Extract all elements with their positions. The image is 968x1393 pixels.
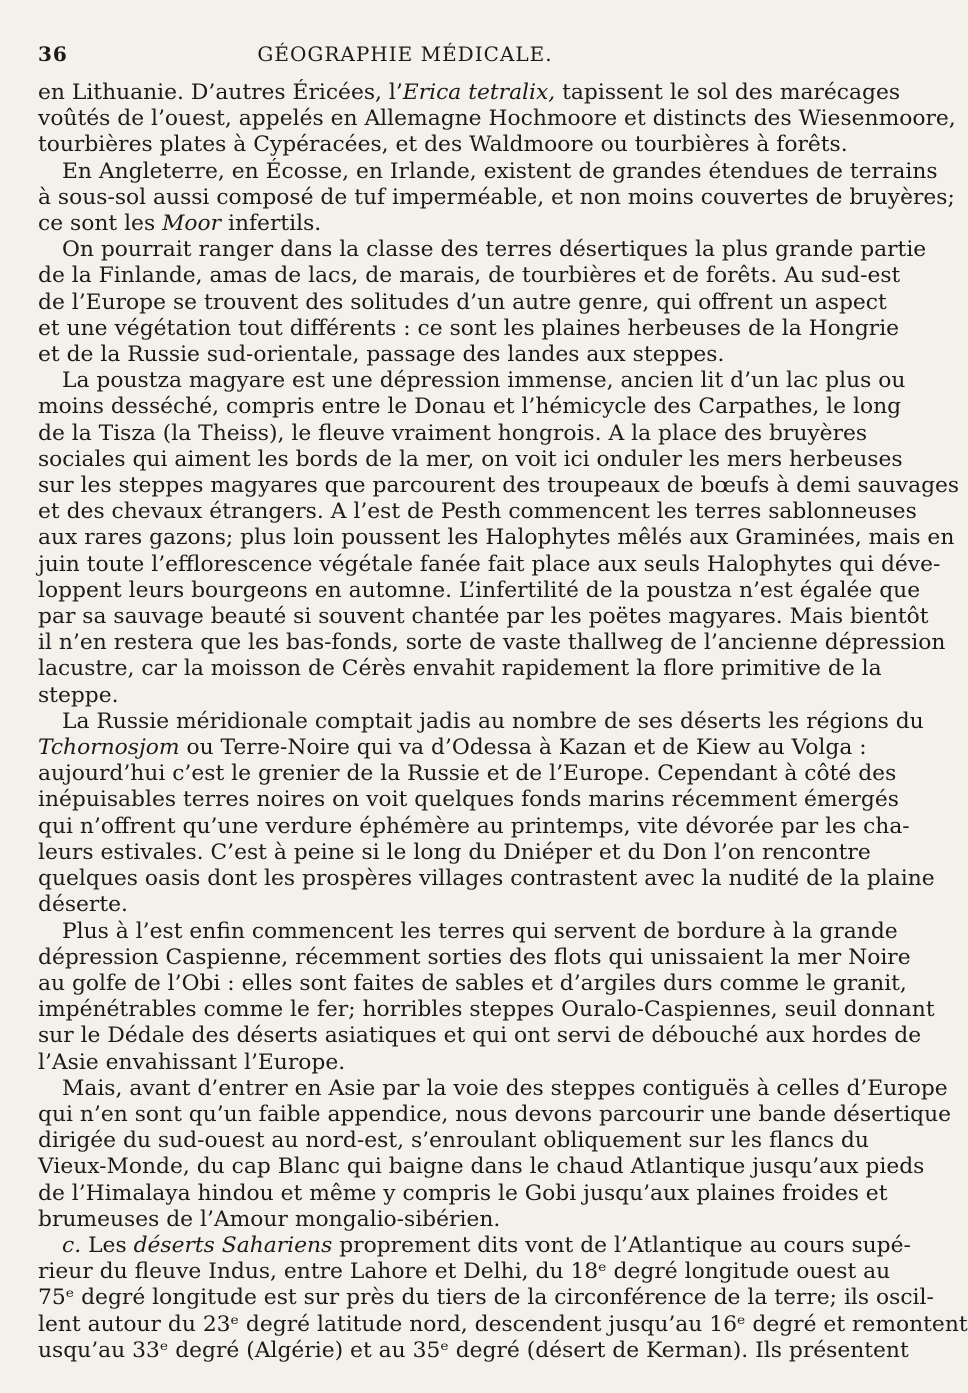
text-line [38,944,911,971]
text-segment: sociales qui aiment les bords de la mer, on voit ici onduler les mers herbeuses [38,446,903,472]
text-line [38,394,902,420]
text-segment: de l’Europe se trouvent des solitudes d’un autre genre, qui offrent un aspect [38,289,887,315]
text-segment: usqu’au 33ᵉ degré (Algérie) et au 35ᵉ degré (désert de Kerman). Ils présentent [38,1337,909,1363]
text-line [38,1023,922,1049]
text-line [38,656,882,682]
text-line [38,892,772,918]
text-line [38,1311,968,1338]
paragraph [38,1075,952,1233]
text-segment: Les [81,1232,134,1258]
text-segment: proprement dits vont de l’Atlantique au cours supé- [332,1232,911,1258]
text-line [38,918,898,945]
text-line [38,132,848,158]
text-line [38,368,906,394]
text-line [38,1337,909,1364]
text-segment: qui n’offrent qu’une verdure éphémère au printemps, vite dévorée par les cha- [38,813,910,839]
italic-text: c. [62,1232,82,1258]
text-line [38,1128,869,1154]
text-segment: et de la Russie sud-orientale, passage des landes aux steppes. [38,342,725,368]
text-line [38,1232,911,1259]
text-segment: qui n’en sont qu’un faible appendice, nous devons parcourir une bande désertique [38,1101,952,1127]
text-segment: au golfe de l’Obi : elles sont faites de sables et d’argiles durs comme le granit, [38,970,907,996]
text-line [38,473,960,499]
italic-text: Moor [162,211,222,237]
paragraph [38,708,935,919]
text-segment: dirigée du sud-ouest au nord-est, s’enroulant obliquement sur les flancs du [38,1128,869,1154]
text-segment: impénétrables comme le fer; horribles steppes Ouralo-Caspiennes, seuil donnant [38,997,935,1023]
text-segment: aux rares gazons; plus loin poussent les Halophytes mêlés aux Graminées, mais en [38,525,955,551]
text-line [38,446,903,473]
text-line [38,80,901,106]
italic-text: Erica tetralix, [402,80,556,105]
italic-text: déserts Sahariens [133,1232,333,1258]
text-line [38,106,956,132]
text-segment: Vieux-Monde, du cap Blanc qui baigne dans le chaud Atlantique jusqu’aux pieds [38,1154,925,1180]
text-segment: dépression Caspienne, récemment sorties des flots qui unissaient la mer Noire [38,944,911,970]
text-segment: tourbières plates à Cypéracées, et des Waldmoore ou tourbières à forêts. [38,132,848,158]
text-segment: La poustza magyare est une dépression immense, ancien lit d’un lac plus ou [62,368,906,394]
paragraph [38,1232,968,1364]
text-segment: et une végétation tout différents : ce sont les plaines herbeuses de la Hongrie [38,315,900,341]
text-segment: Plus à l’est enfin commencent les terres qui servent de bordure à la grande [62,918,898,944]
text-segment: leurs estivales. C’est à peine si le long du Dniéper et du Don l’on rencontre [38,839,871,865]
text-segment: déserte. [38,892,128,918]
text-segment: moins desséché, compris entre le Donau et l’hémicycle des Carpathes, le long [38,394,902,420]
text-line [38,420,868,447]
text-line [38,787,899,813]
text-segment: On pourrait ranger dans la classe des terres désertiques la plus grande partie [62,237,927,263]
text-segment: sur les steppes magyares que parcourent des troupeaux de bœufs à demi sauvages [38,473,960,499]
text-line [38,1285,934,1311]
text-segment: infertils. [221,211,322,237]
text-segment: inépuisables terres noires on voit quelques fonds marins récemment émergés [38,787,899,813]
text-segment: En Angleterre, en Écosse, en Irlande, existent de grandes étendues de terrains [62,158,938,184]
text-segment: La Russie méridionale comptait jadis au nombre de ses déserts les régions du [62,708,924,734]
text-segment: aujourd’hui c’est le grenier de la Russie et de l’Europe. Cependant à côté des [38,761,897,787]
paragraph [38,368,960,709]
text-line [38,289,887,316]
text-segment: brumeuses de l’Amour mongalio-sibérien. [38,1206,501,1232]
text-segment: de l’Himalaya hindou et même y compris le Gobi jusqu’aux plaines froides et [38,1180,888,1206]
text-line [38,683,772,709]
text-line [38,604,929,630]
text-segment: sur le Dédale des déserts asiatiques et qui ont servi de débouché aux hordes de [38,1023,922,1049]
text-segment: lacustre, car la moisson de Cérès envahit rapidement la flore primitive de la [38,656,882,682]
text-line [38,708,924,735]
text-segment: 75ᵉ degré longitude est sur près du tiers de la circonférence de la terre; ils oscil- [38,1285,934,1311]
text-segment: l’Asie envahissant l’Europe. [38,1049,346,1075]
text-line [38,1259,891,1285]
page-number: 36 [38,42,68,66]
text-segment: tapissent le sol des marécages [555,80,901,105]
text-segment: il n’en restera que les bas-fonds, sorte de vaste thallweg de l’ancienne dépression [38,630,946,656]
text-segment: rieur du fleuve Indus, entre Lahore et Delhi, du 18ᵉ degré longitude ouest au [38,1259,891,1285]
text-line [38,970,907,997]
text-line [38,1050,772,1076]
page-header [38,40,772,76]
text-line [38,342,772,368]
text-segment: loppent leurs bourgeons en automne. L’infertilité de la poustza n’est égalée que [38,577,921,603]
italic-text: Tchornosjom [38,735,180,761]
text-line [38,551,941,578]
text-segment: et des chevaux étrangers. A l’est de Pesth commencent les terres sablonneuses [38,499,917,525]
body-text [38,80,968,1364]
text-segment: ce sont les [38,211,163,237]
text-line [38,237,927,263]
text-line [38,211,772,237]
paragraph [38,80,956,159]
text-line [38,997,935,1023]
text-segment: voûtés de l’ouest, appelés en Allemagne Hochmoore et distincts des Wiesenmoore, [38,106,956,132]
text-segment: steppe. [38,682,119,708]
text-segment: de la Finlande, amas de lacs, de marais, de tourbières et de forêts. Au sud-est [38,263,901,289]
text-line [38,839,871,866]
text-line [38,1075,948,1102]
paragraph [38,158,955,238]
text-segment: ou Terre-Noire qui va d’Odessa à Kazan et de Kiew au Volga : [179,735,867,761]
text-segment: par sa sauvage beauté si souvent chantée par les poëtes magyares. Mais bientôt [38,604,929,630]
text-line [38,1207,772,1233]
text-segment: Mais, avant d’entrer en Asie par la voie des steppes contiguës à celles d’Europe [62,1075,948,1101]
text-line [38,1154,925,1180]
text-line [38,761,897,787]
paragraph [38,237,927,368]
text-segment: en Lithuanie. D’autres Éricées, l’ [38,80,403,105]
text-line [38,263,901,289]
text-line [38,577,921,604]
text-segment: quelques oasis dont les prospères villages contrastent avec la nudité de la plaine [38,866,935,892]
text-segment: à sous-sol aussi composé de tuf imperméable, et non moins couvertes de bruyères; [38,184,955,210]
text-line [38,735,867,761]
text-line [38,866,935,892]
text-line [38,630,946,656]
text-line [38,499,917,525]
running-title: GÉOGRAPHIE MÉDICALE. [257,42,553,66]
text-segment: de la Tisza (la Theiss), le fleuve vraiment hongrois. A la place des bruyères [38,420,868,446]
text-line [38,813,910,840]
text-segment: juin toute l’efflorescence végétale fanée fait place aux seuls Halophytes qui déve- [38,551,941,577]
text-line [38,315,900,342]
text-line [38,158,938,185]
text-line [38,1180,888,1207]
paragraph [38,918,935,1076]
text-line [38,525,955,551]
text-line [38,1101,952,1128]
text-segment: lent autour du 23ᵉ degré latitude nord, descendent jusqu’au 16ᵉ degré et remontent [38,1311,968,1337]
text-line [38,184,955,211]
